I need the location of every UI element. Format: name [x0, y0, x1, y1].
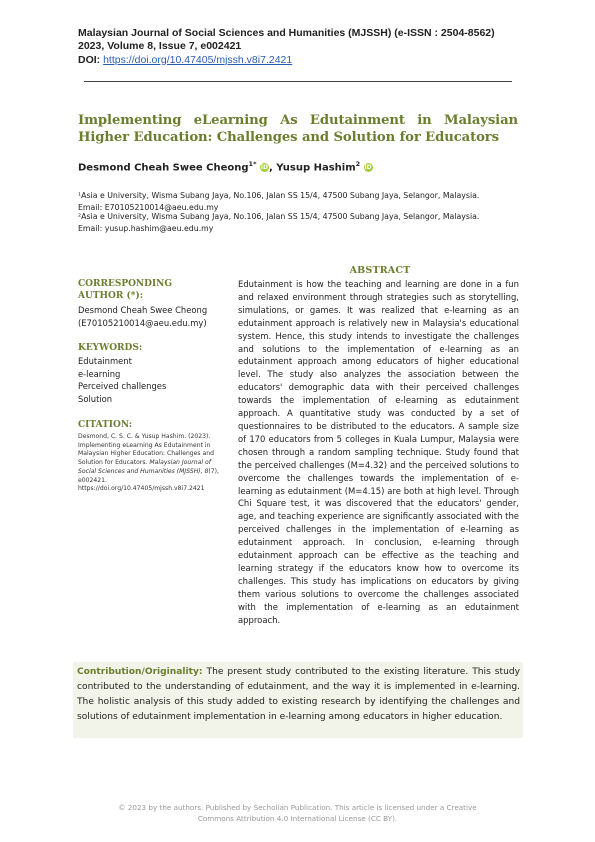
corresponding-author-heading [78, 279, 172, 302]
citation-body: Desmond, C. S. C. & Yusup Hashim. (2023). Implementing eLearning As Edutainment in Malaysian Higher Education: Challenges and Solution for Educators. [78, 433, 214, 467]
corresponding-heading-line-1: CORRESPONDING [78, 279, 173, 289]
citation-doi[interactable]: https://doi.org/10.47405/mjssh.v8i7.2421 [78, 485, 205, 493]
citation-text [78, 433, 228, 494]
corresponding-author-email: (E70105210014@aeu.edu.my) [78, 317, 207, 328]
contribution-body: The present study contributed to the existing literature. This study contributed to the understanding of edutainment, and the way it is implemented in e-learning. The holistic analysis of this study added to existing research by identifying the challenges and solutions of edutainment implementation in e-learning among educators in higher education. [77, 667, 520, 722]
keyword-item: e-learning [78, 368, 121, 379]
abstract-text: Edutainment is how the teaching and learning are done in a fun and relaxed environment through strategies such as storytelling, simulations, or games. It was realized that e-learning as an edutainment approach is relatively new in Malaysia's educational system. Hence, this study intends to investigate the challenges and solutions to the implementation of e-learning as an edutainment approach among educators of higher educational level. The study also analyzes the association between the educators' demographic data with their perceived challenges towards the implementation of e-learning as edutainment approach. A quantitative study was conducted by a set of questionnaires to be distributed to the educators. A sample size of 170 educators from 5 colleges in Kuala Lumpur, Malaysia were chosen through a random sampling technique. Study found that the perceived challenges (M=4.32) and the perceived solutions to overcome the challenges towards the implementation of e-learning as edutainment (M=4.15) are both at high level. Through Chi Square test, it was discovered that the educators' gender, age, and teaching experience are significantly associated with the perceived challenges in the implementation of e-learning as edutainment approach. In conclusion, e-learning through edutainment approach can be effective as the teaching and learning strategy if the educators know how to overcome its challenges. This study has implications on educators by giving them various solutions to overcome the challenges associated with the implementation of e-learning as an edutainment approach. [238, 279, 519, 625]
corresponding-heading-line-2: AUTHOR (*): [78, 290, 144, 301]
citation-issue: (7), e002421. [78, 467, 219, 484]
corresponding-author-info [78, 304, 207, 329]
affiliation-address: ¹Asia e University, Wisma Subang Jaya, No.106, Jalan SS 15/4, 47500 Subang Jaya, Selangor, Malaysia. [78, 191, 480, 200]
license-line-1: © 2023 by the authors. Published by Secholian Publication. This article is licensed under a Creative [118, 803, 477, 812]
citation-heading: CITATION: [78, 420, 133, 430]
license-footer [80, 802, 515, 824]
keywords-heading: KEYWORDS: [78, 343, 143, 353]
citation-journal: Malaysian Journal of Social Sciences and Humanities (MJSSH), 8 [78, 459, 211, 475]
affiliation-1 [78, 190, 518, 213]
keyword-item: Solution [78, 394, 113, 405]
paper-title: Implementing eLearning As Edutainment in Malaysian Higher Education: Challenges and Solution for Educators [78, 113, 518, 145]
affiliation-2 [78, 211, 518, 234]
doi-label: DOI: [78, 53, 101, 66]
contribution-text [77, 665, 520, 725]
contribution-label: Contribution/Originality: [77, 667, 203, 677]
journal-volume: 2023, Volume 8, Issue 7, e002421 [78, 40, 242, 53]
license-line-2: Commons Attribution 4.0 International License (CC BY). [197, 814, 398, 823]
keyword-item: Edutainment [78, 356, 132, 366]
affiliation-address: ²Asia e University, Wisma Subang Jaya, No.106, Jalan SS 15/4, 47500 Subang Jaya, Selangor, Malaysia. [78, 212, 480, 221]
corresponding-author-name: Desmond Cheah Swee Cheong [78, 305, 208, 315]
orcid-icon[interactable]: iD [260, 164, 268, 172]
author-name-1: Desmond Cheah Swee Cheong [78, 162, 249, 174]
journal-header [78, 27, 518, 67]
author-line [78, 160, 373, 173]
doi-link[interactable]: https://doi.org/10.47405/mjssh.v8i7.2421 [103, 53, 293, 66]
journal-name: Malaysian Journal of Social Sciences and Humanities (MJSSH) (e-ISSN : 2504-8562) [78, 27, 495, 39]
author-separator: , [268, 162, 277, 174]
keyword-item: Perceived challenges [78, 381, 167, 392]
orcid-icon[interactable]: iD [364, 164, 372, 172]
affiliation-email: Email: yusup.hashim@aeu.edu.my [78, 223, 214, 233]
author-superscript-1: 1* [248, 160, 257, 168]
affiliation-email: Email: E70105210014@aeu.edu.my [78, 202, 219, 212]
author-name-2: Yusup Hashim [276, 162, 356, 174]
doi-line [78, 54, 518, 67]
header-divider [84, 81, 512, 82]
keywords-list [78, 355, 166, 406]
abstract-heading: ABSTRACT [349, 265, 411, 276]
author-superscript-2: 2 [355, 160, 361, 168]
